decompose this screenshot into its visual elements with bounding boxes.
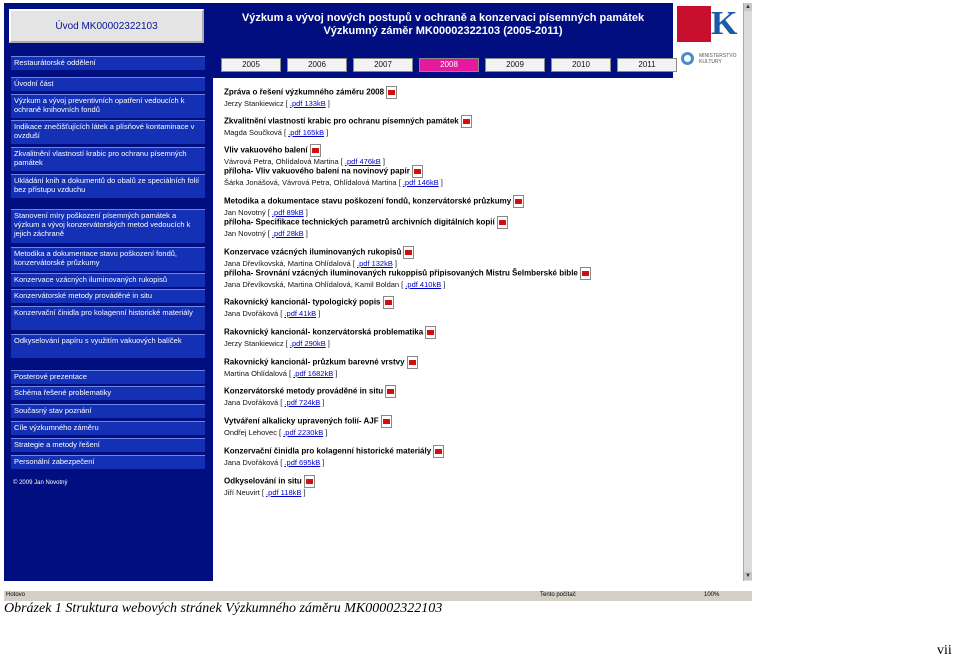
report-author [224, 280, 591, 290]
vertical-scrollbar[interactable] [743, 3, 752, 581]
author-text: Ondřej Lehovec [ [224, 428, 284, 437]
author-text: Jan Novotný [ [224, 229, 272, 238]
report-author [224, 398, 396, 408]
pdf-icon[interactable] [407, 356, 418, 369]
report-entry [224, 356, 418, 379]
sidebar-item[interactable]: Současný stav poznání [11, 404, 205, 418]
pdf-icon[interactable] [381, 415, 392, 428]
report-title [224, 296, 394, 309]
pdf-download-link[interactable]: .pdf 132kB [356, 259, 393, 268]
pdf-icon[interactable] [386, 86, 397, 99]
report-title-text: příloha- Specifikace technických parametrů archivních digitálních kopií [224, 217, 495, 227]
year-tab-2010[interactable]: 2010 [551, 58, 611, 72]
report-title-text: Rakovnický kancionál- průzkum barevné vrstvy [224, 357, 405, 367]
report-entry [224, 144, 385, 167]
sidebar-item[interactable]: Konzervátorské metody prováděné in situ [11, 289, 205, 303]
report-title-text: příloha- Vliv vakuového balení na novinový papír [224, 166, 410, 176]
status-bar [4, 590, 752, 601]
author-text: Jana Dvořáková [ [224, 458, 285, 467]
copyright-text: © 2009 Jan Novotný [13, 480, 68, 486]
report-title-text: příloha- Srovnání vzácných iluminovaných rukoppisů připisovaných Mistru Šelmberské bible [224, 268, 578, 278]
sidebar-item[interactable]: Personální zabezpečení [11, 455, 205, 469]
report-title-text: Rakovnický kancionál- konzervátorská problematika [224, 327, 424, 337]
report-title [224, 115, 472, 128]
main-content [213, 78, 743, 581]
report-entry [224, 216, 508, 239]
nk-letter-k: K [711, 5, 738, 42]
author-text: Jana Dvořáková [ [224, 398, 285, 407]
pdf-download-link[interactable]: .pdf 41kB [284, 309, 317, 318]
year-tab-2011[interactable]: 2011 [617, 58, 677, 72]
sidebar-item[interactable]: Indikace znečišťujících látek a plísňové kontaminace v ovzduší [11, 120, 205, 144]
sidebar-item[interactable]: Výzkum a vývoj preventivních opatření vedoucích k ochraně knihovních fondů [11, 94, 205, 118]
report-title [224, 165, 443, 178]
pdf-download-link[interactable]: .pdf 165kB [288, 128, 325, 137]
report-title [224, 445, 444, 458]
report-title [224, 267, 591, 280]
bracket-text: ] [325, 99, 330, 108]
sidebar-item[interactable]: Metodika a dokumentace stavu poškození fondů, konzervátorské průzkumy [11, 247, 205, 271]
bracket-text: ] [325, 339, 330, 348]
year-tab-2005[interactable]: 2005 [221, 58, 281, 72]
report-title [224, 415, 392, 428]
report-author [224, 488, 315, 498]
author-text: Vávrová Petra, Ohlídalová Martina [ [224, 157, 345, 166]
pdf-download-link[interactable]: .pdf 118kB [266, 488, 302, 497]
report-title-text: Vytváření alkalicky upravených folií- AJF [224, 416, 379, 426]
report-title-text: Rakovnický kancionál- typologický popis [224, 297, 381, 307]
author-text: Jana Dřevíkovská, Martina Ohlídalová [ [224, 259, 357, 268]
pdf-icon[interactable] [580, 267, 591, 280]
nk-red-block [677, 6, 711, 42]
report-title-text: Odkyselování in situ [224, 476, 302, 486]
sidebar-item[interactable]: Strategie a metody řešení [11, 438, 205, 452]
pdf-download-link[interactable]: .pdf 2230kB [283, 428, 324, 437]
report-author [224, 309, 394, 319]
author-text: Šárka Jonášová, Vávrová Petra, Ohlídalová Martina [ [224, 178, 403, 187]
sidebar-item[interactable]: Konzervační činidla pro kolagenní historické materiály [11, 306, 205, 330]
bracket-text: ] [438, 178, 443, 187]
pdf-icon[interactable] [385, 385, 396, 398]
report-author [224, 428, 392, 438]
report-entry [224, 415, 392, 438]
bracket-text: ] [392, 259, 398, 268]
report-entry [224, 475, 315, 498]
pdf-icon[interactable] [383, 296, 394, 309]
pdf-icon[interactable] [403, 246, 414, 259]
pdf-download-link[interactable]: .pdf 133kB [289, 99, 326, 108]
scroll-up-arrow-icon[interactable]: ▲ [745, 4, 751, 10]
bracket-text: ] [320, 398, 325, 407]
sidebar-item[interactable]: Cíle výzkumného záměru [11, 421, 205, 435]
pdf-icon[interactable] [461, 115, 472, 128]
ministry-ring-icon [681, 52, 694, 65]
pdf-icon[interactable] [412, 165, 423, 178]
report-title-text: Zkvalitnění vlastností krabic pro ochranu písemných památek [224, 116, 459, 126]
sidebar-item[interactable]: Zkvalitnění vlastností krabic pro ochranu písemných památek [11, 147, 205, 171]
report-entry [224, 445, 444, 468]
sidebar-item[interactable]: Ukládání knih a dokumentů do obalů ze speciálních folií bez přístupu vzduchu [11, 174, 205, 198]
pdf-icon[interactable] [433, 445, 444, 458]
sidebar-item[interactable]: Posterové prezentace [11, 370, 205, 384]
report-title-text: Metodika a dokumentace stavu poškození fondů, konzervátorské průzkumy [224, 196, 512, 206]
report-title [224, 475, 315, 488]
sidebar-item[interactable]: Schéma řešené problematiky [11, 386, 205, 400]
report-author [224, 369, 418, 379]
author-text: Jana Dřevíkovská, Martina Ohlídalová, Kamil Boldan [ [224, 280, 406, 289]
pdf-download-link[interactable]: .pdf 290kB [289, 339, 326, 348]
author-text: Jerzy Stankiewicz [ [224, 339, 290, 348]
report-author [224, 178, 443, 188]
report-title [224, 144, 385, 157]
sidebar-item[interactable]: Restaurátorské oddělení [11, 56, 205, 70]
author-text: Jana Dvořáková [ [224, 309, 285, 318]
report-title-text: Konzervátorské metody prováděné in situ [224, 386, 384, 396]
year-tab-2009[interactable]: 2009 [485, 58, 545, 72]
bracket-text: ] [320, 458, 325, 467]
report-entry [224, 86, 397, 109]
report-title-text: Zpráva o řešení výzkumného záměru 2008 [224, 87, 385, 97]
pdf-download-link[interactable]: .pdf 410kB [405, 280, 442, 289]
header-title-line1: Výzkum a vývoj nových postupů v ochraně a konzervaci písemných památek [241, 12, 645, 24]
report-author [224, 128, 472, 138]
sidebar [4, 3, 213, 581]
author-text: Martina Ohlídalová [ [224, 369, 294, 378]
page-header [213, 3, 673, 53]
report-title-text: Konzervace vzácných iluminovaných rukopisů [224, 247, 402, 257]
page-number: vii [937, 643, 952, 658]
report-author [224, 458, 444, 468]
bracket-text: ] [380, 157, 385, 166]
report-entry [224, 165, 443, 188]
report-title [224, 385, 396, 398]
pdf-download-link[interactable]: .pdf 146kB [402, 178, 439, 187]
pdf-icon[interactable] [497, 216, 508, 229]
scroll-down-arrow-icon[interactable]: ▼ [745, 573, 751, 579]
pdf-icon[interactable] [304, 475, 315, 488]
author-text: Jan Novotný [ [224, 208, 272, 217]
pdf-download-link[interactable]: .pdf 1682kB [293, 369, 334, 378]
report-author [224, 339, 436, 349]
year-tab-2006[interactable]: 2006 [287, 58, 347, 72]
ministry-logo-text: MINISTERSTVO KULTURY [699, 53, 737, 65]
browser-screenshot [4, 3, 752, 601]
author-text: Jerzy Stankiewicz [ [224, 99, 290, 108]
year-tabs [213, 53, 673, 78]
report-entry [224, 385, 396, 408]
header-title-line2: Výzkumný záměr MK00002322103 (2005-2011) [323, 25, 563, 37]
pdf-download-link[interactable]: .pdf 476kB [344, 157, 381, 166]
sidebar-item[interactable]: Konzervace vzácných iluminovaných rukopisů [11, 273, 205, 287]
pdf-download-link[interactable]: .pdf 89kB [271, 208, 304, 217]
report-entry [224, 326, 436, 349]
sidebar-item[interactable]: Stanovení míry poškození písemných památek a výzkum a vývoj konzervátorských metod vedoucích k jejich záchraně [11, 209, 205, 243]
sidebar-item[interactable]: Úvodní část [11, 77, 205, 91]
report-title [224, 195, 524, 208]
author-text: Jiří Neuvirt [ [224, 488, 267, 497]
zoom-level[interactable]: 100% [704, 592, 720, 598]
security-zone: Tento počítač [540, 592, 576, 598]
report-entry [224, 195, 524, 218]
report-title-text: Vliv vakuového balení [224, 145, 308, 155]
report-entry [224, 115, 472, 138]
report-author [224, 99, 397, 109]
pdf-icon[interactable] [425, 326, 436, 339]
report-entry [224, 246, 414, 269]
nk-logo [673, 3, 752, 78]
bracket-text: ] [333, 369, 338, 378]
pdf-download-link[interactable]: .pdf 695kB [284, 458, 321, 467]
pdf-download-link[interactable]: .pdf 28kB [271, 229, 304, 238]
report-title [224, 356, 418, 369]
bracket-text: ] [303, 229, 308, 238]
report-entry [224, 296, 394, 319]
figure-caption: Obrázek 1 Struktura webových stránek Výzkumného záměru MK00002322103 [4, 601, 443, 616]
bracket-text: ] [441, 280, 446, 289]
bracket-text: ] [316, 309, 321, 318]
author-text: Magda Součková [ [224, 128, 289, 137]
report-title [224, 216, 508, 229]
pdf-icon[interactable] [513, 195, 524, 208]
pdf-icon[interactable] [310, 144, 321, 157]
sidebar-item[interactable]: Odkyselování papíru s využitím vakuových balíček [11, 334, 205, 358]
bracket-text: ] [303, 208, 308, 217]
status-text: Hotovo [6, 592, 26, 598]
report-title [224, 326, 436, 339]
report-entry [224, 267, 591, 290]
report-author [224, 229, 508, 239]
report-title-text: Konzervační činidla pro kolagenní historické materiály [224, 446, 432, 456]
home-button[interactable]: Úvod MK00002322103 [9, 9, 204, 43]
year-tab-2007[interactable]: 2007 [353, 58, 413, 72]
report-title [224, 246, 414, 259]
bracket-text: ] [323, 428, 328, 437]
report-title [224, 86, 397, 99]
year-tab-2008[interactable]: 2008 [419, 58, 479, 72]
bracket-text: ] [324, 128, 329, 137]
pdf-download-link[interactable]: .pdf 724kB [284, 398, 321, 407]
bracket-text: ] [301, 488, 306, 497]
